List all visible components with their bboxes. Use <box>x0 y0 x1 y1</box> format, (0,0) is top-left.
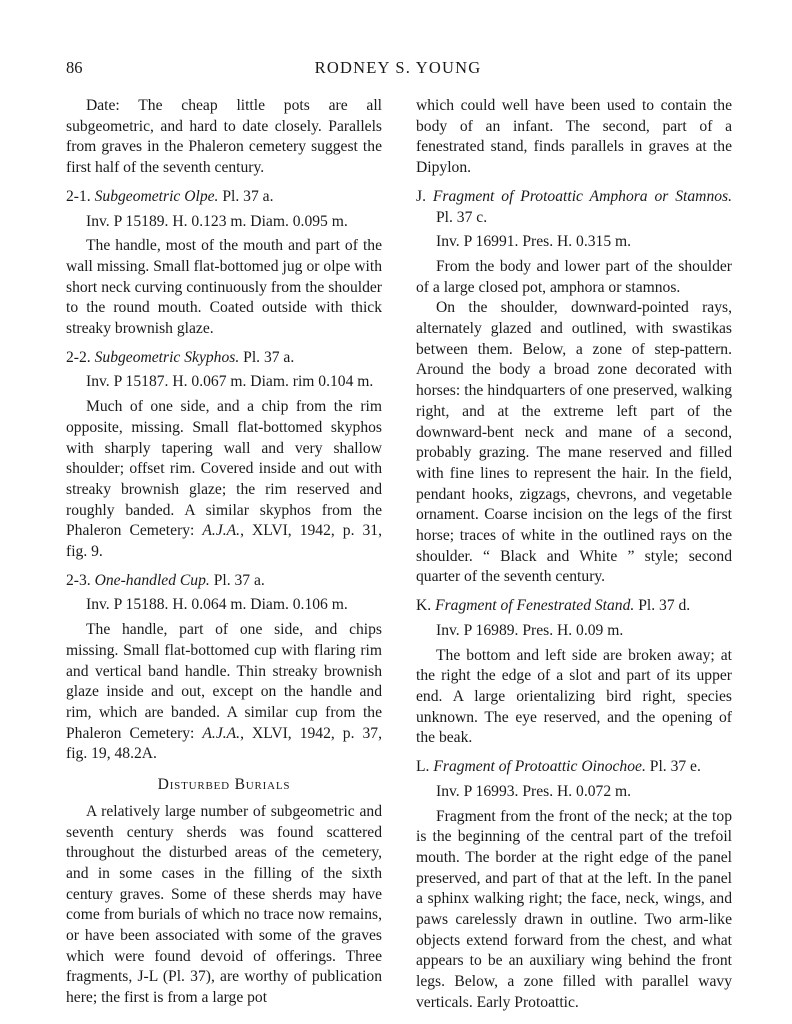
journal-reference: A.J.A. <box>202 724 241 742</box>
entry-plate: Pl. 37 a. <box>243 348 295 366</box>
entry-description: From the body and lower part of the shoulder of a large closed pot, amphora or stamnos. <box>416 257 732 296</box>
entry-description <box>66 620 382 765</box>
entry-plate: Pl. 37 c. <box>436 208 488 226</box>
right-column <box>416 96 732 1014</box>
section-heading: Disturbed Burials <box>157 776 291 794</box>
entry-plate: Pl. 37 e. <box>649 758 701 776</box>
description-text: The handle, part of one side, and chips missing. Small flat-bottomed cup with flaring rim and vertical band handle. Thin streaky brownish glaze inside and out, except on the handle and rim, which are banded. A similar cup from the Phaleron Cemetery: <box>66 621 382 742</box>
entry-inventory: Inv. P 15189. H. 0.123 m. Diam. 0.095 m. <box>86 212 348 230</box>
entry-title: Fragment of Protoattic Amphora or Stamnos. <box>432 187 733 205</box>
entry-heading-2-1 <box>66 187 382 208</box>
entry-inventory: Inv. P 15187. H. 0.067 m. Diam. rim 0.104 m. <box>86 373 374 391</box>
continued-paragraph: which could well have been used to contain the body of an infant. The second, part of a fenestrated stand, finds parallels in graves at the Dipylon. <box>416 97 732 177</box>
entry-title: Subgeometric Olpe. <box>94 187 219 205</box>
entry-description <box>66 397 382 563</box>
entry-title: One-handled Cup. <box>94 571 210 589</box>
entry-heading-2-3 <box>66 571 382 592</box>
entry-plate: Pl. 37 a. <box>213 571 265 589</box>
section-paragraph: A relatively large number of subgeometric and seventh century sherds was found scattered throughout the disturbed areas of the cemetery, and in some cases in the filling of the sixth century graves. Some of these sherds may have come from burials of which no trace now remains, or have been associated with some of the graves which were found devoid of offerings. Three fragments, J-L (Pl. 37), are worthy of publication here; the first is from a large pot <box>66 802 382 1007</box>
entry-number: 2-2. <box>66 348 91 366</box>
entry-plate: Pl. 37 d. <box>638 597 691 615</box>
page-header <box>66 58 730 84</box>
page-number: 86 <box>66 58 83 77</box>
entry-description: Fragment from the front of the neck; at the top is the beginning of the central part of the trefoil mouth. The border at the right edge of the panel preserved, and part of that at the left. In the panel a sphinx walking right; the face, neck, wings, and paws carelessly drawn in outline. Two arm-like objects extend forward from the chest, and what appears to be an auxiliary wing behind the front legs. Below, a zone filled with parallel wavy verticals. Early Protoattic. <box>416 807 732 1011</box>
date-paragraph: Date: The cheap little pots are all subgeometric, and hard to date closely. Parallels from graves in the Phaleron cemetery suggest the first half of the seventh century. <box>66 97 382 177</box>
running-head: RODNEY S. YOUNG <box>314 58 482 77</box>
entry-description: The bottom and left side are broken away; at the right the edge of a slot and part of its upper end. A large orientalizing bird right, species unknown. The eye reserved, and the opening of the beak. <box>416 646 732 747</box>
entry-plate: Pl. 37 a. <box>222 187 274 205</box>
entry-number: J. <box>416 187 426 205</box>
entry-description: The handle, most of the mouth and part of the wall missing. Small flat-bottomed jug or olpe with short neck curving continuously from the shoulder to the round mouth. Coated outside with thick streaky brownish glaze. <box>66 237 382 338</box>
description-text: , XLVI, 1942, p. 31, fig. 9. <box>66 522 382 561</box>
journal-reference: A.J.A. <box>202 522 241 540</box>
entry-inventory: Inv. P 16991. Pres. H. 0.315 m. <box>436 233 632 251</box>
left-column <box>66 96 382 1009</box>
entry-number: K. <box>416 597 432 615</box>
entry-title: Subgeometric Skyphos. <box>94 348 240 366</box>
entry-number: 2-3. <box>66 571 91 589</box>
entry-number: L. <box>416 758 430 776</box>
entry-inventory: Inv. P 16989. Pres. H. 0.09 m. <box>436 621 624 639</box>
entry-inventory: Inv. P 15188. H. 0.064 m. Diam. 0.106 m. <box>86 596 348 614</box>
entry-title: Fragment of Protoattic Oinochoe. <box>433 758 646 776</box>
entry-description: On the shoulder, downward-pointed rays, alternately glazed and outlined, with swastikas between them. Below, a zone of step-pattern. Around the body a broad zone decorated with horses: the hindquarters of one preserved, walking right, and at the extreme left part of the downward-bent neck and mane of a second, probably grazing. The mane reserved and filled with fine lines to represent the hair. In the field, pendant hooks, zigzags, chevrons, and vegetable ornament. Coarse incision on the legs of the first horse; traces of white in the outlined rays on the shoulder. “ Black and White ” style; second quarter of the seventh century. <box>416 299 732 586</box>
entry-heading-k <box>416 596 732 617</box>
entry-heading-j <box>416 187 732 228</box>
description-text: Much of one side, and a chip from the rim opposite, missing. Small flat-bottomed skyphos with sharply tapering wall and very shallow shoulder; offset rim. Covered inside and out with streaky brownish glaze; the rim reserved and roughly banded. A similar skyphos from the Phaleron Cemetery: <box>66 398 382 540</box>
entry-heading-l <box>416 757 732 778</box>
entry-inventory: Inv. P 16993. Pres. H. 0.072 m. <box>436 782 632 800</box>
entry-heading-2-2 <box>66 348 382 369</box>
entry-title: Fragment of Fenestrated Stand. <box>435 597 635 615</box>
description-text: , XLVI, 1942, p. 37, fig. 19, 48.2A. <box>66 724 382 763</box>
entry-number: 2-1. <box>66 187 91 205</box>
